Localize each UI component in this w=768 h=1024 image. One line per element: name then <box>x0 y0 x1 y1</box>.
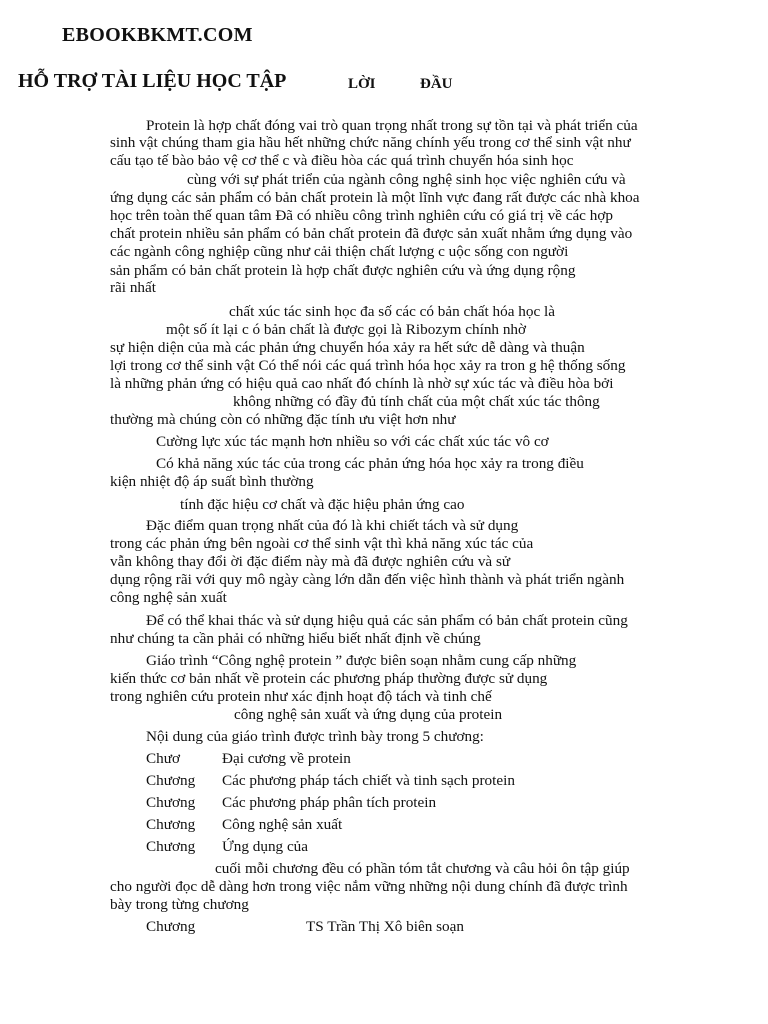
body-line: lợi trong cơ thể sinh vật Có thể nói các quá trình hóa học xảy ra tron g hệ thống sống <box>110 357 626 374</box>
preface-title-left: LỜI <box>348 76 376 92</box>
signature-author: TS Trần Thị Xô biên soạn <box>306 918 464 935</box>
body-line: chất protein nhiều sản phẩm có bản chất protein đã được sản xuất nhằm ứng dụng vào <box>110 225 633 242</box>
body-line: trong các phản ứng bên ngoài cơ thể sinh vật thì khả năng xúc tác của <box>110 535 534 552</box>
body-line: Để có thể khai thác và sử dụng hiệu quả các sản phẩm có bản chất protein cũng <box>146 612 628 629</box>
chapter-title: Các phương pháp tách chiết và tinh sạch protein <box>222 772 515 789</box>
chapter-title: Công nghệ sản xuất <box>222 816 343 833</box>
body-line: chất xúc tác sinh học đa số các có bản chất hóa học là <box>229 303 555 320</box>
closing-line: bày trong từng chương <box>110 896 249 913</box>
chapter-label: Chươ <box>146 750 180 767</box>
body-line: kiến thức cơ bản nhất về protein các phương pháp thường được sử dụng <box>110 670 548 687</box>
body-line: là những phản ứng có hiệu quả cao nhất đó chính là nhờ sự xúc tác và điều hòa bởi <box>110 375 614 392</box>
chapter-label: Chương <box>146 838 196 855</box>
body-line: cấu tạo tế bào bảo vệ cơ thể c và điều hòa các quá trình chuyển hóa sinh học <box>110 152 574 169</box>
chapter-label: Chương <box>146 794 196 811</box>
body-line: ứng dụng các sản phẩm có bản chất protein là một lĩnh vực đang rất được các nhà khoa <box>110 189 640 206</box>
body-line: thường mà chúng còn có những đặc tính ưu việt hơn như <box>110 411 456 428</box>
body-line: Cường lực xúc tác mạnh hơn nhiều so với các chất xúc tác vô cơ <box>156 433 549 450</box>
body-line: rãi nhất <box>110 279 156 296</box>
site-brand: EBOOKBKMT.COM <box>62 24 253 46</box>
body-line: công nghệ sản xuất <box>110 589 227 606</box>
body-line: Nội dung của giáo trình được trình bày trong 5 chương: <box>146 728 484 745</box>
body-line: như chúng ta cần phải có những hiểu biết nhất định về chúng <box>110 630 481 647</box>
body-line: sản phẩm có bản chất protein là hợp chất được nghiên cứu và ứng dụng rộng <box>110 262 576 279</box>
body-line: học trên toàn thế quan tâm Đã có nhiều công trình nghiên cứu có giá trị về các hợp <box>110 207 613 224</box>
body-line: trong nghiên cứu protein như xác định hoạt độ tách và tinh chế <box>110 688 492 705</box>
preface-title-right: ĐẦU <box>420 76 453 92</box>
body-line: kiện nhiệt độ áp suất bình thường <box>110 473 314 490</box>
body-line: các ngành công nghiệp cũng như cải thiện chất lượng c uộc sống con người <box>110 243 569 260</box>
body-line: tính đặc hiệu cơ chất và đặc hiệu phản ứng cao <box>180 496 465 513</box>
body-line: Đặc điểm quan trọng nhất của đó là khi chiết tách và sử dụng <box>146 517 519 534</box>
closing-line: cuối mỗi chương đều có phần tóm tắt chương và câu hỏi ôn tập giúp <box>215 860 630 877</box>
body-line: Protein là hợp chất đóng vai trò quan trọng nhất trong sự tồn tại và phát triển của <box>146 117 638 134</box>
chapter-title: Đại cương về protein <box>222 750 351 767</box>
signature-label: Chương <box>146 918 196 935</box>
closing-line: cho người đọc dễ dàng hơn trong việc nắm vững những nội dung chính đã được trình <box>110 878 628 895</box>
body-line: cùng với sự phát triển của ngành công nghệ sinh học việc nghiên cứu và <box>187 171 626 188</box>
support-heading: HỖ TRỢ TÀI LIỆU HỌC TẬP <box>18 70 287 92</box>
chapter-title: Các phương pháp phân tích protein <box>222 794 437 811</box>
body-line: một số ít lại c ó bản chất là được gọi là Ribozym chính nhờ <box>166 321 527 338</box>
body-line: Giáo trình “Công nghệ protein ” được biên soạn nhằm cung cấp những <box>146 652 577 669</box>
chapter-label: Chương <box>146 816 196 833</box>
body-line: sự hiện diện của mà các phản ứng chuyển hóa xảy ra hết sức dễ dàng và thuận <box>110 339 585 356</box>
body-line: Có khả năng xúc tác của trong các phản ứng hóa học xảy ra trong điều <box>156 455 584 472</box>
body-line: sinh vật chúng tham gia hầu hết những chức năng chính yếu trong cơ thể sinh vật như <box>110 134 631 151</box>
body-line: vẫn không thay đổi ời đặc điểm này mà đã được nghiên cứu và sử <box>110 553 511 570</box>
chapter-title: Ứng dụng của <box>222 838 309 855</box>
chapter-label: Chương <box>146 772 196 789</box>
body-line: công nghệ sản xuất và ứng dụng của protein <box>234 706 503 723</box>
body-line: dụng rộng rãi với quy mô ngày càng lớn dẫn đến việc hình thành và phát triển ngành <box>110 571 625 588</box>
body-line: không những có đầy đủ tính chất của một chất xúc tác thông <box>233 393 600 410</box>
